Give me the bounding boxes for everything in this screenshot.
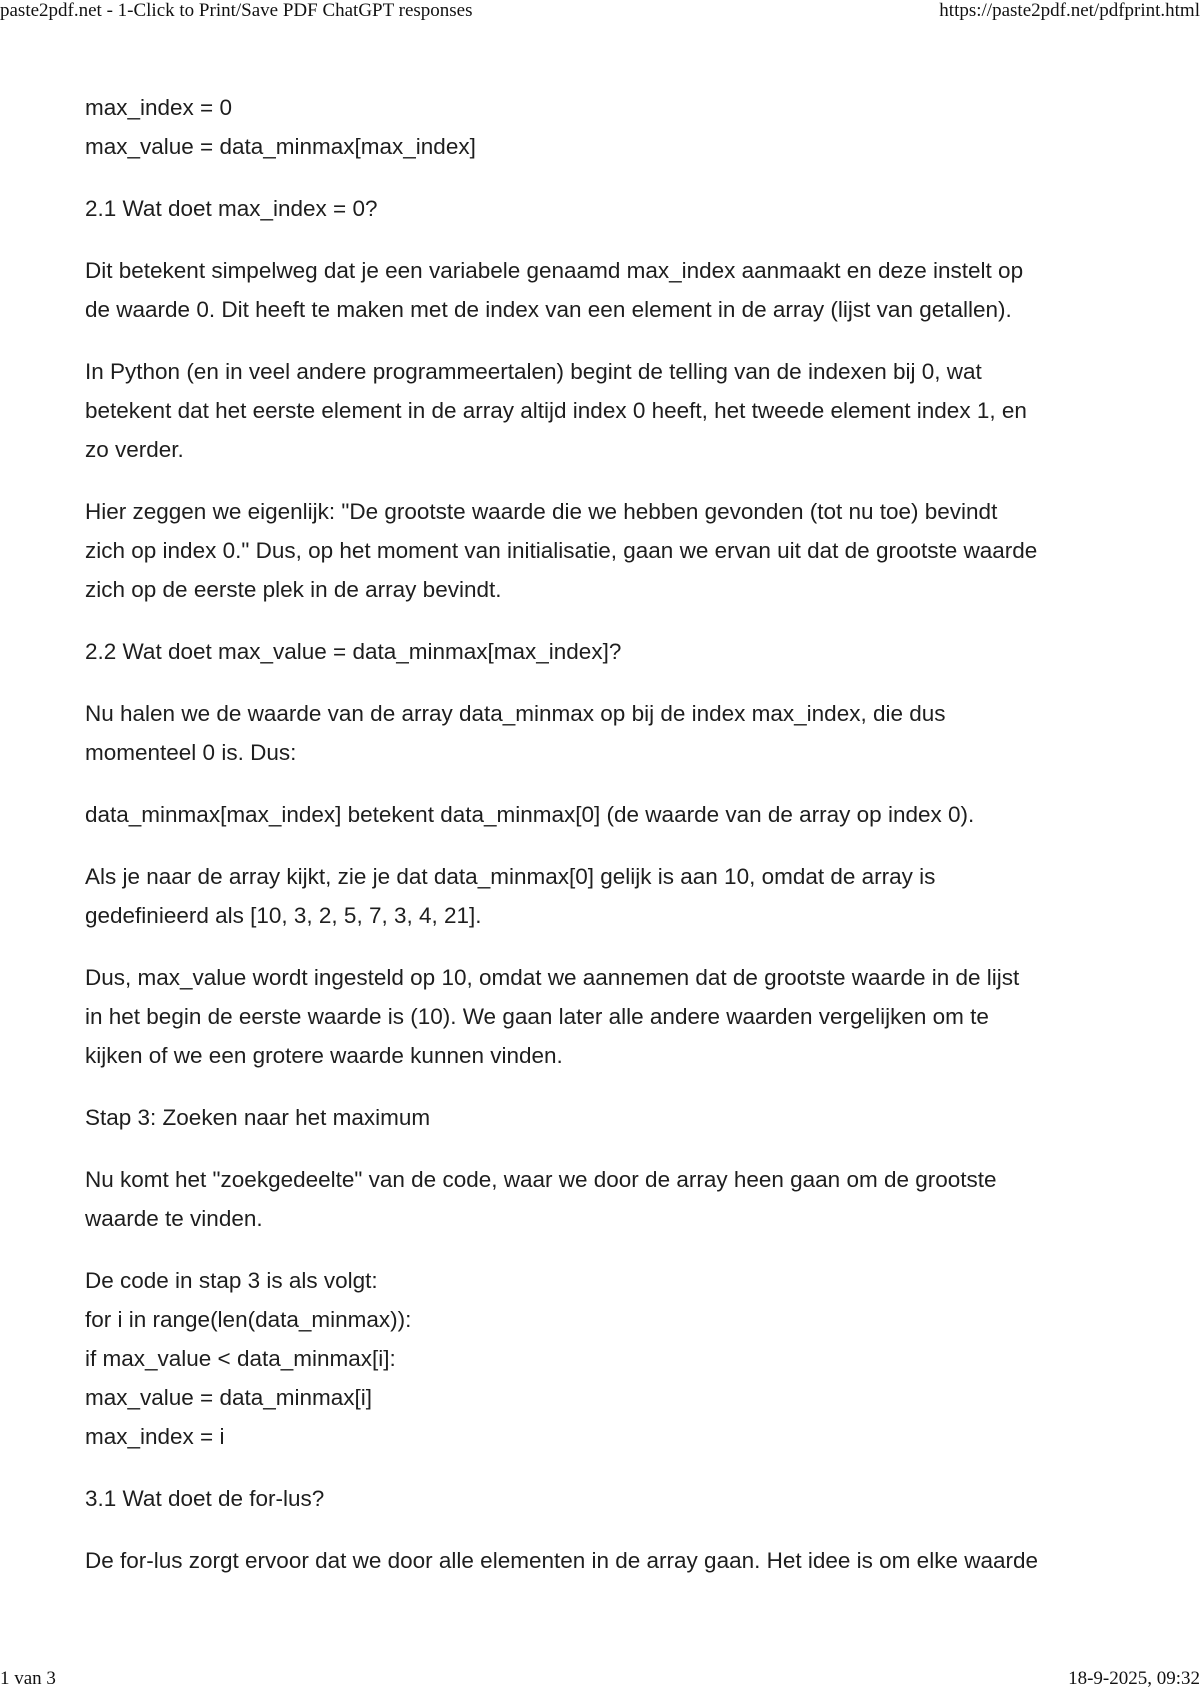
print-header-title: paste2pdf.net - 1-Click to Print/Save PDF ChatGPT responses — [0, 0, 473, 21]
text-line: de waarde 0. Dit heeft te maken met de index van een element in de array (lijst van getallen). — [85, 297, 1012, 322]
print-header — [0, 0, 1200, 26]
text-line: zich op index 0." Dus, op het moment van initialisatie, gaan we ervan uit dat de grootste waarde — [85, 538, 1038, 563]
text-line: Dus, max_value wordt ingesteld op 10, omdat we aannemen dat de grootste waarde in de lijst — [85, 965, 1020, 990]
section-heading-stap-3 — [85, 1098, 1125, 1137]
paragraph — [85, 795, 1125, 834]
text-line: 2.2 Wat doet max_value = data_minmax[max_index]? — [85, 639, 622, 664]
code-snippet-loop — [85, 1261, 1125, 1456]
text-line: max_value = data_minmax[i] — [85, 1385, 373, 1410]
text-line: De for-lus zorgt ervoor dat we door alle elementen in de array gaan. Het idee is om elke waarde — [85, 1548, 1038, 1573]
print-footer — [0, 1668, 1200, 1694]
paragraph — [85, 857, 1125, 935]
section-heading-2-2 — [85, 632, 1125, 671]
text-line: data_minmax[max_index] betekent data_minmax[0] (de waarde van de array op index 0). — [85, 802, 975, 827]
text-line: zo verder. — [85, 437, 184, 462]
text-line: zich op de eerste plek in de array bevindt. — [85, 577, 502, 602]
text-line: gedefinieerd als [10, 3, 2, 5, 7, 3, 4, 21]. — [85, 903, 482, 928]
text-line: in het begin de eerste waarde is (10). We gaan later alle andere waarden vergelijken om te — [85, 1004, 989, 1029]
page-counter: 1 van 3 — [0, 1668, 56, 1689]
text-line: for i in range(len(data_minmax)): — [85, 1307, 412, 1332]
text-line: De code in stap 3 is als volgt: — [85, 1268, 378, 1293]
text-line: In Python (en in veel andere programmeertalen) begint de telling van de indexen bij 0, wat — [85, 359, 982, 384]
text-line: Dit betekent simpelweg dat je een variabele genaamd max_index aanmaakt en deze instelt op — [85, 258, 1024, 283]
paragraph — [85, 251, 1125, 329]
text-line: Stap 3: Zoeken naar het maximum — [85, 1105, 431, 1130]
text-line: max_index = 0 — [85, 95, 232, 120]
text-line: betekent dat het eerste element in de array altijd index 0 heeft, het tweede element index 1, en — [85, 398, 1027, 423]
text-line: if max_value < data_minmax[i]: — [85, 1346, 396, 1371]
text-line: 2.1 Wat doet max_index = 0? — [85, 196, 378, 221]
paragraph — [85, 694, 1125, 772]
text-line: max_value = data_minmax[max_index] — [85, 134, 476, 159]
paragraph — [85, 1541, 1125, 1580]
paragraph — [85, 352, 1125, 469]
text-line: max_index = i — [85, 1424, 225, 1449]
paragraph — [85, 958, 1125, 1075]
section-heading-2-1 — [85, 189, 1125, 228]
text-line: kijken of we een grotere waarde kunnen vinden. — [85, 1043, 563, 1068]
text-line: Nu komt het "zoekgedeelte" van de code, waar we door de array heen gaan om de grootste — [85, 1167, 997, 1192]
print-header-url: https://paste2pdf.net/pdfprint.html — [939, 0, 1200, 21]
text-line: momenteel 0 is. Dus: — [85, 740, 297, 765]
paragraph — [85, 1160, 1125, 1238]
text-line: 3.1 Wat doet de for-lus? — [85, 1486, 325, 1511]
document-body — [85, 88, 1125, 1603]
paragraph — [85, 492, 1125, 609]
text-line: Hier zeggen we eigenlijk: "De grootste waarde die we hebben gevonden (tot nu toe) bevindt — [85, 499, 998, 524]
text-line: Als je naar de array kijkt, zie je dat data_minmax[0] gelijk is aan 10, omdat de array is — [85, 864, 936, 889]
text-line: Nu halen we de waarde van de array data_minmax op bij de index max_index, die dus — [85, 701, 946, 726]
text-line: waarde te vinden. — [85, 1206, 263, 1231]
code-snippet-init — [85, 88, 1125, 166]
section-heading-3-1 — [85, 1479, 1125, 1518]
print-timestamp: 18-9-2025, 09:32 — [1068, 1668, 1200, 1689]
